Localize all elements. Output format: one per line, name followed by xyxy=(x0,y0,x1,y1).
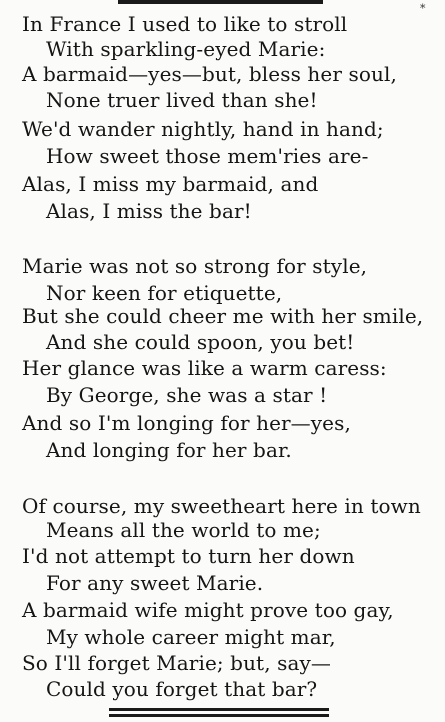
stanza-2-line-7: And so I'm longing for her—yes, xyxy=(22,411,351,435)
stanza-3-line-2: Means all the world to me; xyxy=(46,518,321,542)
stanza-1-line-1: In France I used to like to stroll xyxy=(22,12,348,36)
stanza-3-line-8: Could you forget that bar? xyxy=(46,677,318,701)
bottom-divider-rule-upper xyxy=(109,708,329,711)
stanza-1-line-8: Alas, I miss the bar! xyxy=(46,199,252,223)
stanza-1-line-6: How sweet those mem'ries are- xyxy=(46,144,369,168)
stanza-2-line-2: Nor keen for etiquette, xyxy=(46,281,283,305)
stanza-3-line-6: My whole career might mar, xyxy=(46,625,336,649)
stanza-1-line-5: We'd wander nightly, hand in hand; xyxy=(22,117,384,141)
stanza-2-line-6: By George, she was a star ! xyxy=(46,383,328,407)
stanza-3-line-5: A barmaid wife might prove too gay, xyxy=(22,598,394,622)
corner-mark: * xyxy=(420,2,426,15)
stanza-3-line-7: So I'll forget Marie; but, say— xyxy=(22,651,331,675)
stanza-2-line-1: Marie was not so strong for style, xyxy=(22,254,368,278)
stanza-1-line-7: Alas, I miss my barmaid, and xyxy=(22,172,319,196)
stanza-3-line-1: Of course, my sweetheart here in town xyxy=(22,494,421,518)
stanza-3-line-4: For any sweet Marie. xyxy=(46,571,264,595)
stanza-2-line-4: And she could spoon, you bet! xyxy=(46,330,355,354)
stanza-3-line-3: I'd not attempt to turn her down xyxy=(22,544,355,568)
stanza-1-line-4: None truer lived than she! xyxy=(46,88,318,112)
stanza-2-line-5: Her glance was like a warm caress: xyxy=(22,356,387,380)
stanza-1-line-2: With sparkling-eyed Marie: xyxy=(46,37,326,61)
stanza-2-line-3: But she could cheer me with her smile, xyxy=(22,304,424,328)
bottom-divider-rule-lower xyxy=(109,714,329,717)
stanza-1-line-3: A barmaid—yes—but, bless her soul, xyxy=(22,62,397,86)
stanza-2-line-8: And longing for her bar. xyxy=(46,438,292,462)
